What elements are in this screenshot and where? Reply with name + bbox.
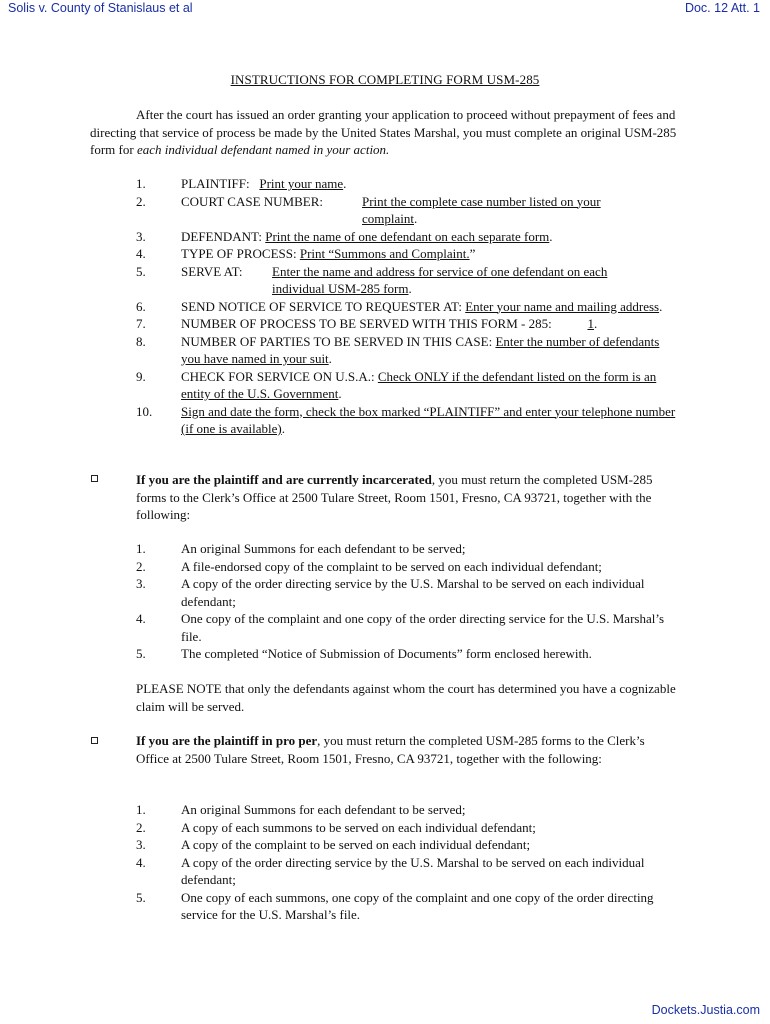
item-label: NUMBER OF PROCESS TO BE SERVED WITH THIS FORM - 285: bbox=[181, 316, 552, 331]
item-number: 10. bbox=[136, 403, 153, 419]
item-label: DEFENDANT: bbox=[181, 228, 266, 244]
item-suffix: . bbox=[338, 386, 342, 401]
item-value: Print “Summons and Complaint. bbox=[299, 246, 470, 261]
list-item bbox=[136, 540, 676, 558]
list-item bbox=[136, 645, 676, 663]
justia-dockets-link[interactable]: Dockets.Justia.com bbox=[651, 1003, 760, 1017]
list-item bbox=[136, 801, 676, 819]
intro-paragraph bbox=[90, 106, 685, 159]
item-value: Print the complete case number listed on your complaint bbox=[362, 193, 601, 226]
list-item bbox=[136, 403, 676, 438]
checkbox-square-icon bbox=[91, 475, 98, 482]
item-number: 2. bbox=[136, 819, 146, 835]
pro-per-text: , you must return the completed USM-285 forms to the Clerk’s Office at 2500 Tulare Street, Room 1501, Fresno, CA 93721, together with the following: bbox=[136, 733, 645, 766]
item-value: Print your name bbox=[259, 176, 344, 191]
item-value: Enter the number of defendants you have named in your suit bbox=[181, 333, 660, 366]
list-item bbox=[136, 610, 676, 645]
list-item bbox=[136, 315, 676, 333]
item-number: 3. bbox=[136, 576, 146, 591]
item-number: 4. bbox=[136, 246, 146, 261]
pro-per-heading: If you are the plaintiff in pro per bbox=[136, 733, 318, 748]
case-title-link[interactable]: Solis v. County of Stanislaus et al bbox=[8, 1, 193, 15]
item-number: 5. bbox=[136, 889, 146, 905]
instructions-list bbox=[136, 175, 676, 438]
item-number: 6. bbox=[136, 298, 146, 314]
item-text: One copy of each summons, one copy of the complaint and one copy of the order directing service for the U.S. Marshal’s file. bbox=[181, 889, 654, 922]
incarcerated-list bbox=[136, 540, 676, 663]
item-number: 1. bbox=[136, 176, 146, 191]
item-number: 5. bbox=[136, 646, 146, 661]
item-number: 3. bbox=[136, 228, 146, 244]
page-title: INSTRUCTIONS FOR COMPLETING FORM USM-285 bbox=[230, 72, 540, 87]
list-item bbox=[136, 854, 676, 889]
list-item bbox=[136, 836, 676, 854]
please-note: PLEASE NOTE that only the defendants against whom the court has determined you have a cognizable claim will be served. bbox=[136, 681, 676, 714]
item-suffix: . bbox=[549, 228, 553, 244]
item-number: 7. bbox=[136, 316, 146, 331]
item-number: 8. bbox=[136, 333, 146, 349]
incarcerated-text: , you must return the completed USM-285 forms to the Clerk’s Office at 2500 Tulare Street, Room 1501, Fresno, CA 93721, together with the following: bbox=[136, 472, 653, 522]
checkbox-square-icon bbox=[91, 737, 98, 744]
list-item bbox=[136, 228, 676, 246]
item-text: A copy of the complaint to be served on each individual defendant; bbox=[181, 837, 531, 852]
item-value: 1 bbox=[587, 316, 594, 331]
docket-attachment-link[interactable]: Doc. 12 Att. 1 bbox=[684, 1, 760, 15]
item-text: The completed “Notice of Submission of Documents” form enclosed herewith. bbox=[181, 646, 592, 661]
item-suffix: . bbox=[328, 351, 332, 366]
item-label: COURT CASE NUMBER: bbox=[181, 193, 324, 209]
item-suffix: . bbox=[659, 298, 663, 314]
item-text: An original Summons for each defendant to be served; bbox=[181, 802, 466, 817]
item-label: SERVE AT: bbox=[181, 263, 243, 279]
item-suffix: . bbox=[408, 281, 412, 296]
item-label: CHECK FOR SERVICE ON U.S.A.: bbox=[181, 368, 378, 384]
incarcerated-paragraph bbox=[136, 471, 676, 524]
item-text: A copy of the order directing service by the U.S. Marshal to be served on each individual defendant; bbox=[181, 576, 645, 609]
item-text: A copy of each summons to be served on each individual defendant; bbox=[181, 819, 536, 835]
item-value: Check ONLY if the defendant listed on the form is an entity of the U.S. Government bbox=[181, 368, 657, 401]
item-number: 3. bbox=[136, 837, 146, 852]
item-suffix: . bbox=[281, 421, 285, 436]
list-item bbox=[136, 245, 676, 263]
item-number: 2. bbox=[136, 193, 146, 209]
pro-per-paragraph bbox=[136, 732, 676, 767]
intro-text: After the court has issued an order granting your application to proceed without prepayment of fees and directing that service of process be made by the United States Marshal, you must complete an original USM-285 form for bbox=[90, 107, 677, 157]
list-item bbox=[136, 193, 676, 228]
list-item bbox=[136, 175, 676, 193]
list-item bbox=[136, 298, 676, 316]
item-value: Enter the name and address for service of one defendant on each individual USM-285 form bbox=[272, 263, 608, 296]
item-label: TYPE OF PROCESS: bbox=[181, 246, 300, 261]
item-suffix: . bbox=[414, 211, 418, 226]
item-number: 2. bbox=[136, 558, 146, 574]
item-label: NUMBER OF PARTIES TO BE SERVED IN THIS CASE: bbox=[181, 333, 496, 349]
list-item bbox=[136, 889, 676, 924]
pro-per-list bbox=[136, 801, 676, 924]
item-number: 1. bbox=[136, 802, 146, 817]
list-item bbox=[136, 333, 676, 368]
list-item bbox=[136, 263, 676, 298]
item-number: 9. bbox=[136, 368, 146, 384]
list-item bbox=[136, 368, 676, 403]
item-text: An original Summons for each defendant to be served; bbox=[181, 541, 466, 556]
item-text: One copy of the complaint and one copy of the order directing service for the U.S. Marshal’s file. bbox=[181, 611, 665, 644]
item-text: A copy of the order directing service by the U.S. Marshal to be served on each individual defendant; bbox=[181, 854, 645, 887]
item-number: 4. bbox=[136, 854, 146, 870]
item-value: Print the name of one defendant on each separate form bbox=[265, 228, 550, 244]
item-label: SEND NOTICE OF SERVICE TO REQUESTER AT: bbox=[181, 298, 466, 314]
item-number: 4. bbox=[136, 611, 146, 626]
list-item bbox=[136, 575, 676, 610]
item-value: Sign and date the form, check the box marked “PLAINTIFF” and enter your telephone number (if one is available) bbox=[181, 403, 676, 436]
intro-italic: each individual defendant named in your action. bbox=[136, 142, 390, 157]
item-value: Enter your name and mailing address bbox=[465, 298, 660, 314]
item-suffix: ” bbox=[469, 246, 476, 261]
item-number: 1. bbox=[136, 541, 146, 556]
list-item bbox=[136, 558, 676, 576]
item-suffix: . bbox=[593, 316, 598, 331]
item-number: 5. bbox=[136, 263, 146, 279]
incarcerated-heading: If you are the plaintiff and are currently incarcerated bbox=[136, 472, 432, 487]
item-label: PLAINTIFF: bbox=[181, 176, 250, 191]
list-item bbox=[136, 819, 676, 837]
item-text: A file-endorsed copy of the complaint to be served on each individual defendant; bbox=[181, 558, 602, 574]
item-suffix: . bbox=[343, 176, 347, 191]
